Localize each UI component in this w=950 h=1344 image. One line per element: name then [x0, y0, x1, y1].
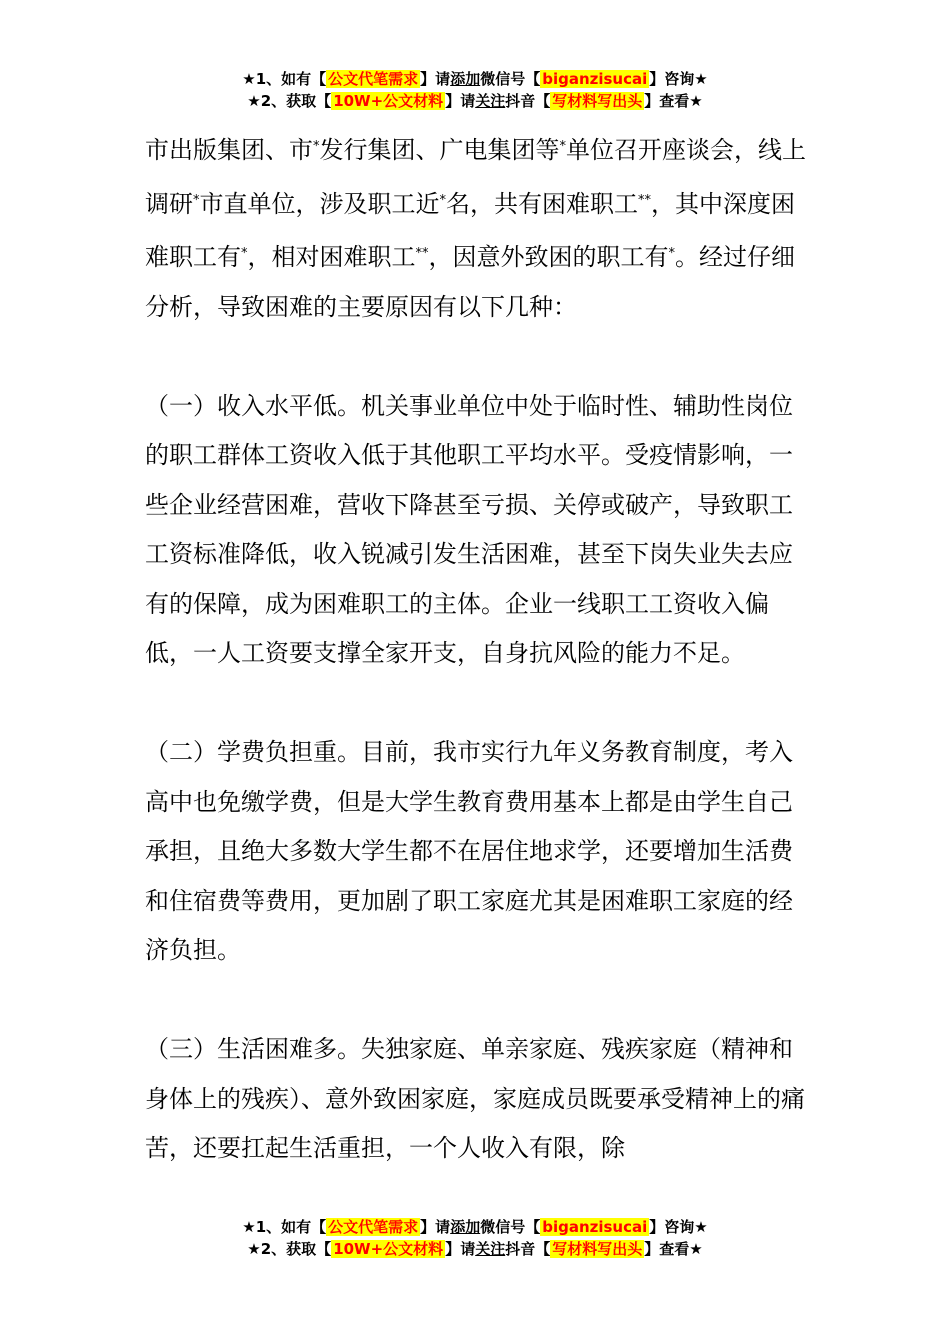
- paragraph-tuition: （二）学费负担重。目前，我市实行九年义务教育制度，考入高中也免缴学费，但是大学生教育费用基本上都是由学生自己承担，且绝大多数大学生都不在居住地求学，还要增加生活费和住宿费等费用，更加剧了职工家庭尤其是困难职工家庭的经济负担。: [145, 738, 793, 964]
- banner-line-2: [0, 90, 950, 112]
- banner-text: 】咨询★: [649, 70, 708, 88]
- placeholder-mark: **: [415, 246, 429, 261]
- paragraph-income: （一）收入水平低。机关事业单位中处于临时性、辅助性岗位的职工群体工资收入低于其他职工平均水平。受疫情影响，一些企业经营困难，营收下降甚至亏损、关停或破产，导致职工工资标准降低，收入锐减引发生活困难，甚至下岗失业失去应有的保障，成为困难职工的主体。企业一线职工工资收入偏低，一人工资要支撑全家开支，自身抗风险的能力不足。: [145, 391, 793, 667]
- banner-line-2: [0, 1238, 950, 1260]
- banner-text: ★2、获取【: [247, 92, 332, 110]
- banner-text: 抖音【: [505, 1240, 551, 1258]
- banner-text: 】咨询★: [649, 1218, 708, 1236]
- banner-text: 】请: [420, 70, 451, 88]
- banner-text: 】请: [445, 1240, 476, 1258]
- banner-highlight: 10W+公文材料: [333, 1240, 444, 1258]
- banner-text: 抖音【: [505, 92, 551, 110]
- placeholder-mark: *: [313, 139, 320, 154]
- text: 发行集团、广电集团等: [319, 136, 560, 164]
- placeholder-mark: *: [241, 246, 248, 261]
- text: ，相对困难职工: [247, 243, 416, 271]
- banner-text: 微信号【: [480, 1218, 541, 1236]
- banner-highlight: 写材料写出头: [552, 1240, 643, 1258]
- text: 市出版集团、市: [145, 136, 313, 164]
- banner-underline: 关注: [475, 92, 506, 110]
- banner-highlight: 公文代笔需求: [328, 1218, 419, 1236]
- banner-text: 】查看★: [644, 1240, 703, 1258]
- text: 其中深度困难职工有: [145, 189, 795, 271]
- placeholder-mark: *: [668, 246, 675, 261]
- text: 。经过仔细分析，导致困难的主要原因有以下几种：: [145, 243, 795, 321]
- banner-highlight: biganzisucai: [542, 70, 648, 88]
- banner-text: ★1、如有【: [242, 70, 327, 88]
- banner-highlight: 公文代笔需求: [328, 70, 419, 88]
- text: 工有: [620, 243, 669, 271]
- text: ，: [651, 189, 675, 218]
- text: 单位召开座谈会，: [566, 136, 758, 164]
- placeholder-mark: *: [439, 192, 446, 208]
- banner-underline: 添加: [450, 1218, 481, 1236]
- text: ，因意外致困的职: [428, 243, 621, 271]
- footer-banner: [0, 1216, 950, 1260]
- banner-text: ★2、获取【: [247, 1240, 332, 1258]
- document-body: [145, 122, 810, 1174]
- text: 名，共有困难职工: [446, 189, 638, 218]
- banner-text: 】查看★: [644, 92, 703, 110]
- header-banner: [0, 68, 950, 112]
- banner-text: 】请: [445, 92, 476, 110]
- banner-highlight: 写材料写出头: [552, 92, 643, 110]
- banner-highlight: biganzisucai: [542, 1218, 648, 1236]
- placeholder-mark: *: [559, 139, 566, 154]
- banner-underline: 关注: [475, 1240, 506, 1258]
- banner-text: 微信号【: [480, 70, 541, 88]
- paragraph-intro: [145, 122, 810, 332]
- banner-text: ★1、如有【: [242, 1218, 327, 1236]
- banner-line-1: [0, 68, 950, 90]
- banner-line-1: [0, 1216, 950, 1238]
- placeholder-mark: *: [193, 192, 200, 208]
- placeholder-mark: **: [638, 192, 651, 208]
- banner-underline: 添加: [450, 70, 481, 88]
- text: 市直单位，涉及职工近: [199, 189, 440, 218]
- text: 线上调研: [145, 136, 806, 218]
- paragraph-hardship: （三）生活困难多。失独家庭、单亲家庭、残疾家庭（精神和身体上的残疾）、意外致困家庭，家庭成员既要承受精神上的痛苦，还要扛起生活重担，一个人收入有限，除: [145, 1035, 805, 1162]
- banner-highlight: 10W+公文材料: [333, 92, 444, 110]
- banner-text: 】请: [420, 1218, 451, 1236]
